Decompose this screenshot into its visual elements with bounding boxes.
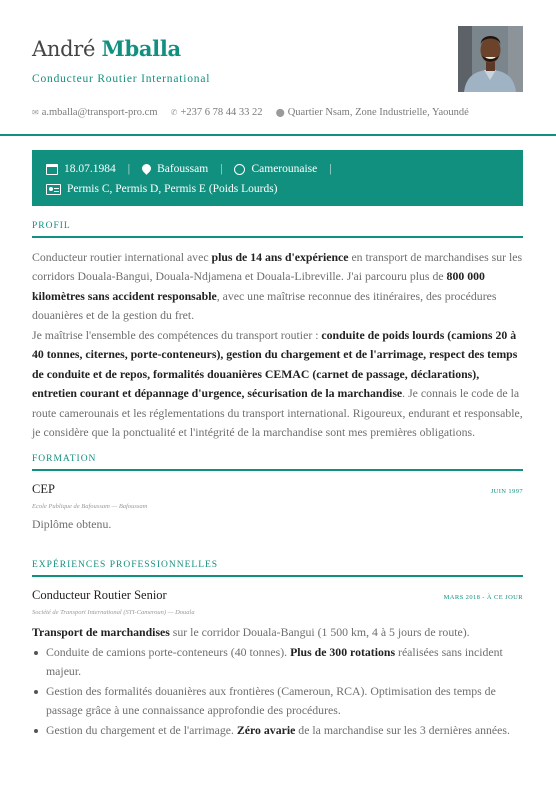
list-item: Gestion du chargement et de l'arrimage. Zéro avarie de la marchandise sur les 3 dernières années. bbox=[32, 721, 523, 740]
education-title: CEP bbox=[32, 482, 55, 496]
candidate-name bbox=[32, 36, 452, 61]
licenses-row bbox=[46, 179, 509, 199]
portrait-image bbox=[458, 26, 523, 92]
section-title-formation: FORMATION bbox=[32, 454, 97, 464]
personal-info-bar bbox=[32, 150, 523, 206]
experience-company: Société de Transport International (STI-Cameroun) — Douala bbox=[32, 609, 195, 616]
profile-photo bbox=[458, 26, 523, 92]
nationality: Camerounaise bbox=[251, 163, 318, 175]
birthplace: Bafoussam bbox=[157, 163, 209, 175]
job-title: Conducteur Routier International bbox=[32, 73, 211, 85]
header bbox=[32, 36, 452, 85]
phone-icon: ✆ bbox=[170, 108, 178, 117]
section-divider bbox=[32, 236, 523, 238]
experience-bullets bbox=[32, 643, 523, 740]
calendar-icon bbox=[46, 164, 58, 175]
envelope-icon: ✉ bbox=[32, 108, 39, 117]
experience-date: MARS 2018 - À CE JOUR bbox=[443, 594, 523, 601]
header-divider bbox=[0, 134, 556, 136]
list-item: Conduite de camions porte-conteneurs (40 tonnes). Plus de 300 rotations réalisées sans incident majeur. bbox=[32, 643, 523, 682]
globe-icon bbox=[234, 164, 245, 175]
address: Quartier Nsam, Zone Industrielle, Yaoundé bbox=[287, 107, 469, 118]
experience-title: Conducteur Routier Senior bbox=[32, 588, 167, 602]
email-link[interactable]: a.mballa@transport-pro.cm bbox=[41, 107, 158, 118]
phone-number[interactable]: +237 6 78 44 33 22 bbox=[180, 107, 263, 118]
first-name: André bbox=[32, 37, 96, 61]
profile-paragraph-2: Je maîtrise l'ensemble des compétences du transport routier : conduite de poids lourds (camions 20 à 40 tonnes, citernes, porte-conteneurs), gestion du chargement et de l'arrimage, respect des temps de conduite et de repos, formalités douanières CEMAC (carnet de passage, déclarations), entretien courant et dépannage d'urgence, sécurisation de la marchandise. Je connais le code de la route camerounais et les réglementations du transport international. Rigoureux, endurant et responsable, je considère que la ponctualité et l'intégrité de la marchandise sont mes premières obligations. bbox=[32, 328, 523, 440]
separator: | bbox=[220, 163, 223, 175]
profile-paragraph-1: Conducteur routier international avec plus de 14 ans d'expérience en transport de marchandises sur les corridors Douala-Bangui, Douala-Ndjamena et Douala-Libreville. J'ai parcouru plus de 800 000 kilomètres sans accident responsable, avec une maîtrise reconnue des itinéraires, des procédures douanières et de la gestion du fret. bbox=[32, 250, 523, 323]
map-pin-icon bbox=[142, 164, 151, 175]
id-card-icon bbox=[46, 184, 61, 195]
contact-line bbox=[32, 107, 532, 118]
section-divider bbox=[32, 469, 523, 471]
list-item: Gestion des formalités douanières aux frontières (Cameroun, RCA). Optimisation des temps de passage grâce à une connaissance approfondie des procédures. bbox=[32, 682, 523, 721]
map-marker-icon: ⬤ bbox=[275, 108, 285, 117]
birthdate: 18.07.1984 bbox=[64, 163, 116, 175]
education-school: Ecole Publique de Bafoussam — Bafoussam bbox=[32, 503, 148, 510]
separator: | bbox=[329, 163, 332, 175]
section-title-experiences: EXPÉRIENCES PROFESSIONNELLES bbox=[32, 560, 219, 570]
education-description: Diplôme obtenu. bbox=[32, 517, 112, 531]
last-name: Mballa bbox=[101, 36, 181, 61]
personal-info-row bbox=[46, 159, 509, 179]
section-divider bbox=[32, 575, 523, 577]
section-title-profil: PROFIL bbox=[32, 221, 71, 231]
education-date: JUIN 1997 bbox=[490, 488, 523, 495]
experience-intro: Transport de marchandises sur le corridor Douala-Bangui (1 500 km, 4 à 5 jours de route). bbox=[32, 625, 470, 639]
driving-licenses: Permis C, Permis D, Permis E (Poids Lourds) bbox=[67, 183, 278, 195]
separator: | bbox=[127, 163, 131, 175]
